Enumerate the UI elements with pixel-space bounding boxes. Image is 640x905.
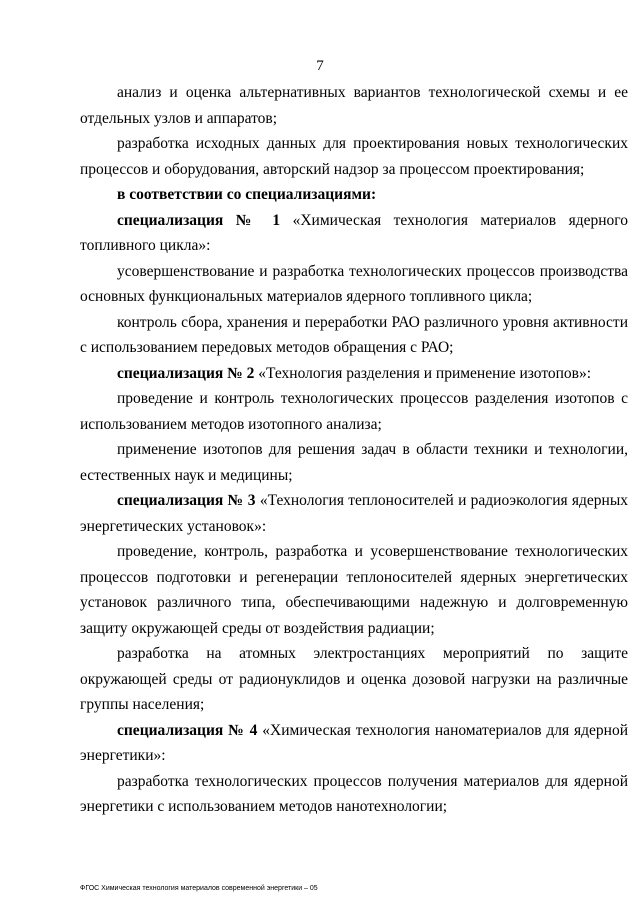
paragraph: проведение и контроль технологических процессов разделения изотопов с использованием методов изотопного анализа; bbox=[80, 390, 628, 433]
paragraph: усовершенствование и разработка технологических процессов производства основных функциональных материалов ядерного топливного цикла; bbox=[80, 262, 628, 305]
section-heading: в соответствии со специализациями: bbox=[117, 186, 377, 203]
page-number: 7 bbox=[316, 58, 324, 74]
paragraph: контроль сбора, хранения и переработки РАО различного уровня активности с использованием передовых методов обращения с РАО; bbox=[80, 313, 628, 356]
specialization-heading: специализация № 2 «Технология разделения и применение изотопов»: bbox=[117, 364, 592, 382]
paragraph: разработка исходных данных для проектирования новых технологических процессов и оборудования, авторский надзор за процессом проектирования; bbox=[80, 135, 628, 178]
specialization-heading: специализация № 3 «Технология теплоносителей и радиоэкология ядерных энергетических установок»: bbox=[80, 492, 628, 535]
paragraph: проведение, контроль, разработка и усовершенствование технологических процессов подготовки и регенерации теплоносителей ядерных энергетических установок различного типа, обеспечивающими надежную и долговременную защиту окружающей среды от воздействия радиации; bbox=[80, 543, 628, 637]
paragraph: разработка на атомных электростанциях мероприятий по защите окружающей среды от радионуклидов и оценка дозовой нагрузки на различные группы населения; bbox=[80, 645, 628, 713]
specialization-heading: специализация № 4 «Химическая технология наноматериалов для ядерной энергетики»: bbox=[80, 721, 628, 764]
paragraph: анализ и оценка альтернативных вариантов технологической схемы и ее отдельных узлов и аппаратов; bbox=[80, 84, 628, 127]
paragraph: применение изотопов для решения задач в области техники и технологии, естественных наук и медицины; bbox=[80, 441, 628, 484]
page-footer: ФГОС Химическая технология материалов современной энергетики – 05 bbox=[80, 885, 318, 892]
paragraph: разработка технологических процессов получения материалов для ядерной энергетики с использованием методов нанотехнологии; bbox=[80, 772, 628, 815]
specialization-heading: специализация № 1 «Химическая технология материалов ядерного топливного цикла»: bbox=[80, 211, 628, 254]
document-body bbox=[80, 80, 628, 820]
